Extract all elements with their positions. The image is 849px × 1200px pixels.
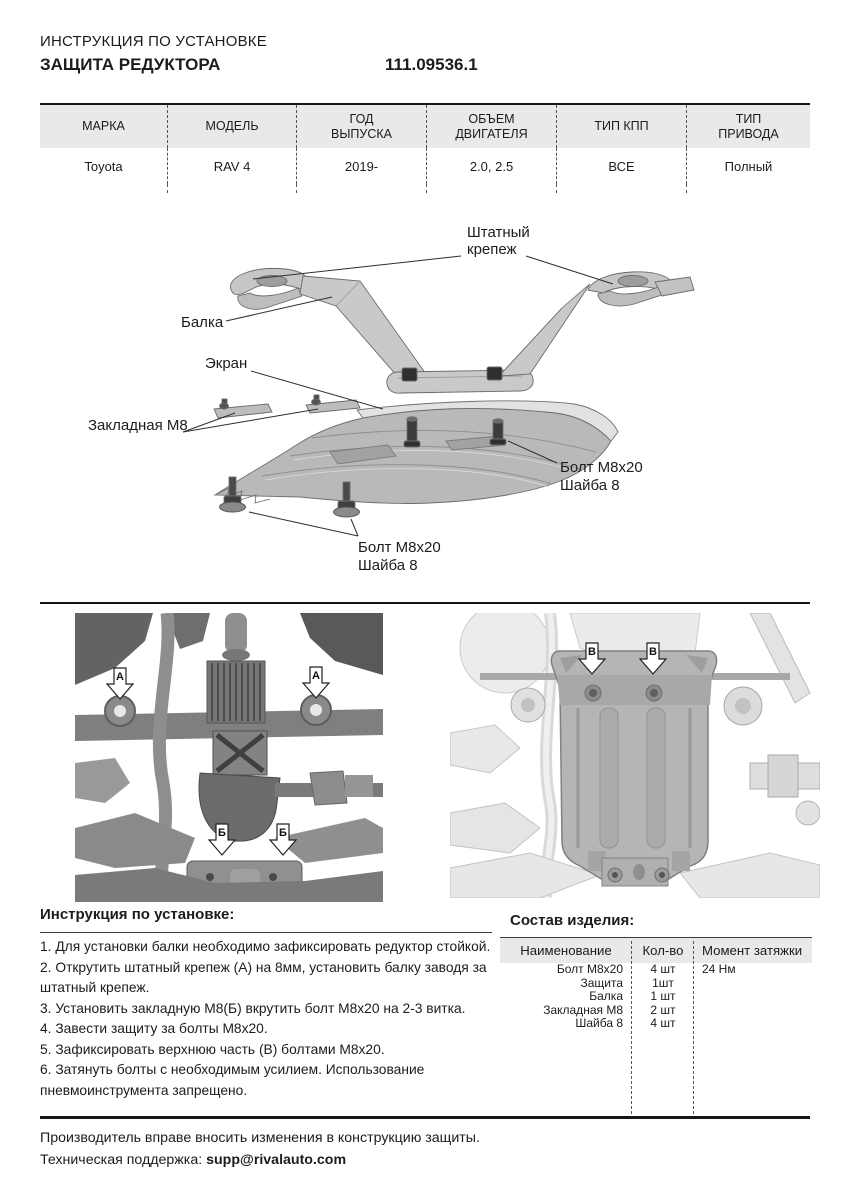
- vehicle-value-drive: Полный: [724, 158, 773, 174]
- beam-illustration: [230, 268, 694, 393]
- label-bolt-right: Болт М8х20: [560, 459, 643, 476]
- label-screen: Экран: [205, 355, 248, 372]
- label-bolt-bottom: Болт М8х20: [358, 539, 441, 556]
- instructions-list: [40, 937, 495, 1101]
- part-torque: [694, 1004, 812, 1018]
- parts-table: [500, 937, 812, 1031]
- part-name: Шайба 8: [575, 1016, 623, 1031]
- marker-letter-v: В: [649, 646, 657, 658]
- vehicle-value-gearbox: ВСЕ: [557, 148, 687, 184]
- underbody-photo-art: [75, 613, 383, 902]
- product-title: ЗАЩИТА РЕДУКТОРА: [40, 55, 221, 74]
- part-number: 111.09536.1: [385, 55, 478, 74]
- marker-letter-b: Б: [279, 827, 287, 839]
- label-embed: Закладная М8: [88, 417, 188, 434]
- parts-table-separator: [693, 941, 694, 1119]
- part-qty: 1 шт: [650, 989, 676, 1004]
- vehicle-col-header-drive: ТИП ПРИВОДА: [687, 105, 810, 148]
- footer: [40, 1127, 480, 1171]
- exploded-view-diagram: [0, 200, 849, 605]
- label-mount: крепеж: [467, 241, 517, 258]
- support-label: Техническая поддержка:: [40, 1152, 203, 1168]
- photo-fastener-locations: [75, 613, 383, 902]
- part-qty: 4 шт: [650, 962, 676, 976]
- part-torque: [694, 1017, 812, 1031]
- shield-illustration: [215, 401, 618, 517]
- vehicle-value-year: 2019-: [297, 148, 427, 184]
- vehicle-table: [40, 103, 810, 193]
- part-torque: 24 Нм: [702, 962, 736, 976]
- parts-list: [500, 912, 812, 1031]
- vehicle-value-engine: 2.0, 2.5: [427, 148, 557, 184]
- beam-bolt-icon: [487, 367, 502, 380]
- marker-letter-a: А: [312, 670, 320, 682]
- parts-col-header-qty: Кол-во: [632, 938, 694, 963]
- part-name: Болт М8х20: [556, 962, 623, 976]
- instruction-step: 6. Затянуть болты с необходимым усилием. Использование пневмоинструмента запрещено.: [40, 1062, 425, 1098]
- parts-col-header-name: Наименование: [500, 938, 632, 963]
- diagram-labels: [88, 224, 643, 574]
- part-name: Защита: [580, 975, 623, 990]
- footer-support-line: [40, 1149, 480, 1171]
- label-beam: Балка: [181, 314, 224, 331]
- part-torque: [694, 990, 812, 1004]
- parts-col-header-torque: Момент затяжки: [694, 938, 812, 963]
- footer-disclaimer: Производитель вправе вносить изменения в конструкцию защиты.: [40, 1130, 480, 1146]
- instruction-step: 4. Завести защиту за болты М8х20.: [40, 1021, 268, 1036]
- parts-title: Состав изделия:: [510, 912, 635, 929]
- vehicle-col-header-year: ГОД ВЫПУСКА: [297, 105, 427, 148]
- photo-installed-shield: [450, 613, 820, 898]
- part-name: Закладная М8: [543, 1002, 623, 1017]
- footer-divider: [40, 1116, 810, 1119]
- parts-table-separator: [631, 941, 632, 1119]
- label-bolt-right: Шайба 8: [560, 477, 620, 494]
- support-email: supp@rivalauto.com: [206, 1152, 347, 1168]
- underbody-photo-art: [450, 613, 820, 898]
- vehicle-col-header-marka: МАРКА: [40, 105, 168, 148]
- part-qty: 2 шт: [650, 1002, 676, 1017]
- label-bolt-bottom: Шайба 8: [358, 557, 418, 574]
- vehicle-col-header-model: МОДЕЛЬ: [168, 105, 297, 148]
- part-qty: 4 шт: [650, 1016, 676, 1031]
- vehicle-col-header-engine: ОБЪЕМ ДВИГАТЕЛЯ: [427, 105, 557, 148]
- installation-instructions: [40, 906, 495, 1101]
- vehicle-value-marka: Toyota: [40, 148, 168, 184]
- doc-type-title: ИНСТРУКЦИЯ ПО УСТАНОВКЕ: [40, 33, 267, 50]
- marker-letter-a: А: [116, 671, 124, 683]
- part-torque: [694, 977, 812, 991]
- marker-letter-b: Б: [218, 827, 226, 839]
- instruction-step: 3. Установить закладную М8(Б) вкрутить болт М8х20 на 2-3 витка.: [40, 1000, 466, 1016]
- label-mount: Штатный: [467, 224, 530, 241]
- vehicle-value-model: RAV 4: [168, 148, 297, 184]
- vehicle-col-header-gearbox: ТИП КПП: [557, 105, 687, 148]
- part-qty: 1шт: [652, 975, 674, 990]
- instructions-rule: [40, 932, 492, 933]
- instruction-step: 5. Зафиксировать верхнюю часть (В) болтами М8х20.: [40, 1041, 385, 1057]
- section-divider: [40, 602, 810, 604]
- instructions-title: Инструкция по установке:: [40, 906, 235, 923]
- instruction-step: 2. Открутить штатный крепеж (А) на 8мм, установить балку заводя за штатный крепеж.: [40, 959, 487, 995]
- beam-bolt-icon: [402, 368, 417, 381]
- instruction-step: 1. Для установки балки необходимо зафиксировать редуктор стойкой.: [40, 939, 491, 954]
- marker-letter-v: В: [588, 646, 596, 658]
- part-name: Балка: [589, 989, 623, 1004]
